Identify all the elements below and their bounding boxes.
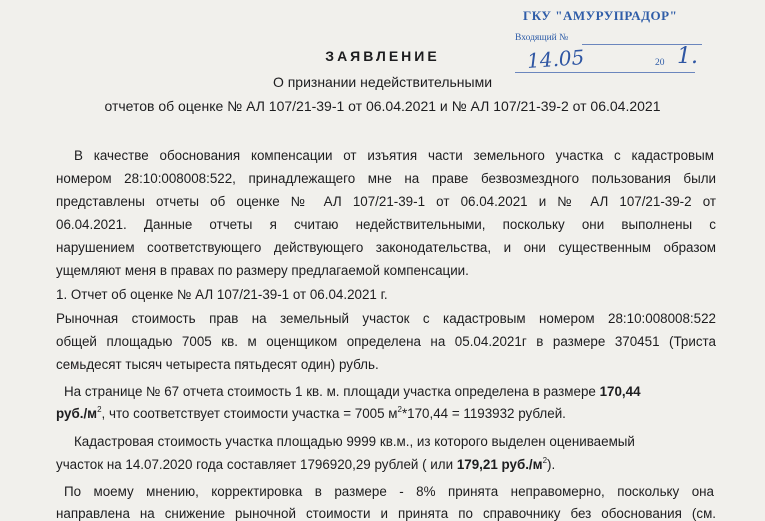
document-subtitle-1: О признании недействительными [272, 74, 493, 90]
price-unit: руб./м [56, 406, 98, 421]
paragraph-4-text: ). [547, 457, 556, 472]
superscript-2: 2 [542, 456, 548, 465]
paragraph-3-text: На странице № 67 отчета стоимость 1 кв. м. площади участка определена в размере [64, 384, 600, 399]
paragraph-4-line [56, 457, 555, 472]
paragraph-1-line: номером 28:10:008008:522, принадлежащего мне на праве безвозмездного пользования были [56, 171, 716, 186]
superscript-2: 2 [397, 405, 402, 414]
stamp-handwritten-date: 14.05 [526, 45, 586, 73]
paragraph-1-line: нарушением соответствующего действующего законодательства, и они существенным образом [56, 240, 716, 255]
paragraph-5-line: По моему мнению, корректировка в размере - 8% принята неправомерно, поскольку она [64, 484, 714, 499]
paragraph-1-line: В качестве обоснования компенсации от изъятия части земельного участка с кадастровым [74, 148, 714, 163]
superscript-2: 2 [97, 405, 102, 414]
price-per-sqm-value: 170,44 [599, 384, 641, 399]
paragraph-1-line: представлены отчеты об оценке № АЛ 107/21-39-1 от 06.04.2021 и № АЛ 107/21-39-2 от [56, 194, 716, 209]
document-title: ЗАЯВЛЕНИЕ [325, 48, 440, 64]
paragraph-3-line [64, 384, 641, 399]
paragraph-1-line: 06.04.2021. Данные отчеты я считаю недействительными, поскольку они выполнены с [56, 217, 716, 232]
stamp-signature: 1. [677, 44, 698, 69]
paragraph-3-text: *170,44 = 1193932 рублей. [401, 406, 566, 421]
paragraph-3-line [56, 406, 566, 421]
paragraph-2-line: семьдесят тысяч четыреста пятьдесят один) рубль. [56, 357, 379, 372]
paragraph-1-line: ущемляют меня в правах по размеру предлагаемой компенсации. [56, 263, 469, 278]
document-subtitle-2: отчетов об оценке № АЛ 107/21-39-1 от 06.04.2021 и № АЛ 107/21-39-2 от 06.04.2021 [104, 98, 661, 114]
stamp-incoming-label: Входящий № [515, 33, 569, 43]
item-1-heading: 1. Отчет об оценке № АЛ 107/21-39-1 от 06.04.2021 г. [56, 287, 388, 302]
cadastral-price-per-sqm: 179,21 руб./м [456, 457, 543, 472]
stamp-date-line [515, 72, 695, 73]
paragraph-2-line: Рыночная стоимость прав на земельный участок с кадастровым номером 28:10:008008:522 [56, 311, 716, 326]
paragraph-4-line: Кадастровая стоимость участка площадью 9999 кв.м., из которого выделен оцениваемый [74, 434, 635, 449]
paragraph-5-line: направлена на снижение рыночной стоимости и принята по справочнику без обоснования (см. [56, 506, 716, 521]
paragraph-4-text: участок на 14.07.2020 года составляет 1796920,29 рублей ( или [56, 457, 457, 472]
paragraph-2-line: общей площадью 7005 кв. м оценщиком определена на 05.04.2021г в размере 370451 (Триста [56, 334, 716, 349]
paragraph-3-text: , что соответствует стоимости участка = 7005 м [101, 406, 398, 421]
stamp-organization: ГКУ "АМУРУПРАДОР" [523, 8, 678, 23]
stamp-year-suffix: 20 [655, 58, 665, 68]
